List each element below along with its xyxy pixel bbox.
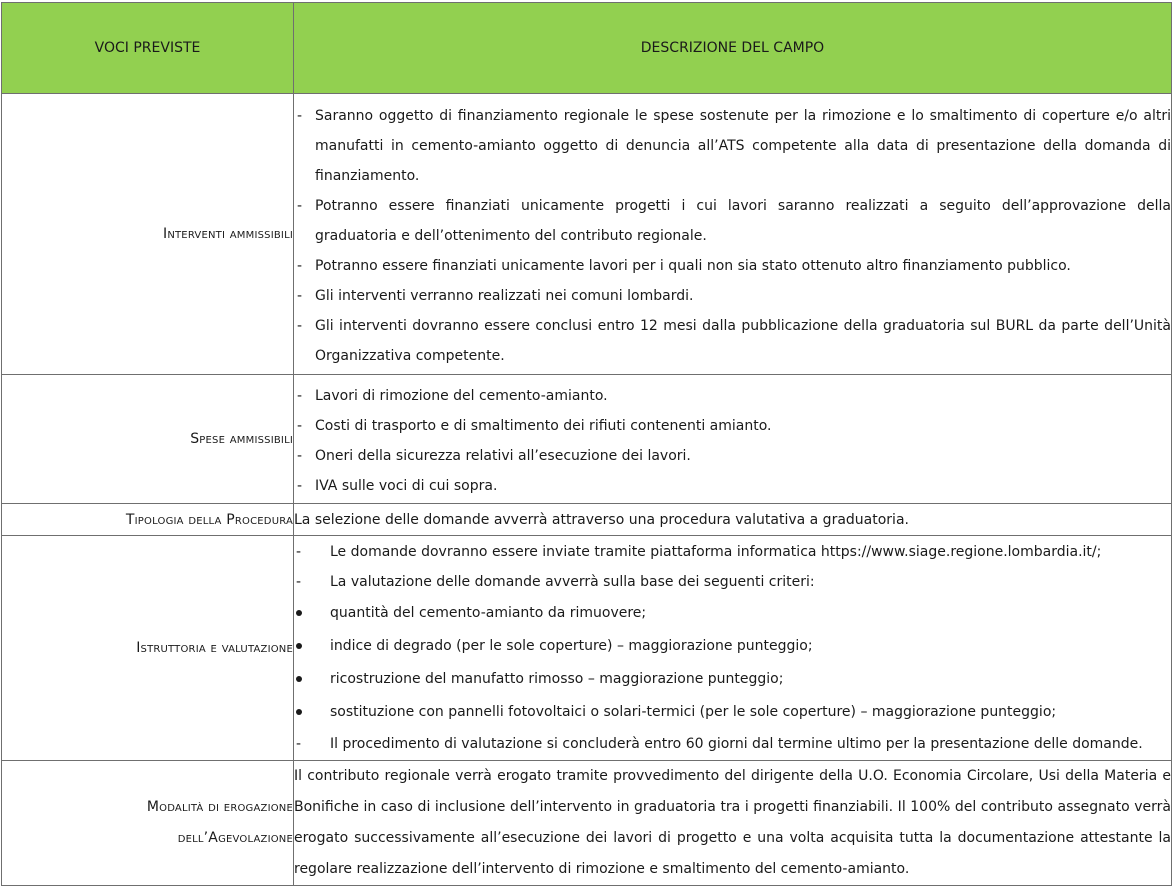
list-item: - Le domande dovranno essere inviate tramite piattaforma informatica https://www.siage.regione.lombardia.it/; xyxy=(294,537,1171,567)
list-item: - Gli interventi dovranno essere conclusi entro 12 mesi dalla pubblicazione della graduatoria sul BURL da parte dell’Unità Organizzativa competente. xyxy=(294,311,1171,371)
bullet-icon xyxy=(296,709,302,715)
list-item: - Potranno essere finanziati unicamente progetti i cui lavori saranno realizzati a seguito dell’approvazione della graduatoria e dell’ottenimento del contributo regionale. xyxy=(294,191,1171,251)
criteria-item xyxy=(294,597,1171,630)
header-descrizione-campo: DESCRIZIONE DEL CAMPO xyxy=(294,3,1172,94)
label-cell xyxy=(2,761,294,886)
bullet-icon xyxy=(296,676,302,682)
procedure-text: La selezione delle domande avverrà attraverso una procedura valutativa a graduatoria. xyxy=(294,511,909,528)
bullet-icon xyxy=(296,643,302,649)
row-istruttoria-valutazione xyxy=(2,536,1172,761)
row-label: Istruttoria e valutazione xyxy=(136,640,293,656)
list-item: - Lavori di rimozione del cemento-amianto. xyxy=(294,381,1171,411)
criteria-text: quantità del cemento-amianto da rimuovere; xyxy=(330,605,647,621)
row-label: Tipologia della Procedura xyxy=(125,511,293,528)
row-tipologia-procedura xyxy=(2,504,1172,536)
list-item: - IVA sulle voci di cui sopra. xyxy=(294,471,1171,501)
list-item: - Oneri della sicurezza relativi all’esecuzione dei lavori. xyxy=(294,441,1171,471)
criteria-item xyxy=(294,663,1171,696)
dash-list xyxy=(294,101,1171,371)
list-item: - Saranno oggetto di finanziamento regionale le spese sostenute per la rimozione e lo smaltimento di coperture e/o altri manufatti in cemento-amianto oggetto di denuncia all’ATS competente alla data di presentazione della domanda di finanziamento. xyxy=(294,101,1171,191)
dash-list xyxy=(294,381,1171,501)
criteria-list xyxy=(294,597,1171,729)
row-modalita-erogazione xyxy=(2,761,1172,886)
header-voci-previste: VOCI PREVISTE xyxy=(2,3,294,94)
list-item: - Costi di trasporto e di smaltimento dei rifiuti contenenti amianto. xyxy=(294,411,1171,441)
description-cell xyxy=(294,375,1172,504)
criteria-text: ricostruzione del manufatto rimosso – maggiorazione punteggio; xyxy=(330,671,784,687)
dash-list xyxy=(294,537,1171,597)
description-cell xyxy=(294,504,1172,536)
header-row xyxy=(2,3,1172,94)
description-cell xyxy=(294,761,1172,886)
description-cell xyxy=(294,536,1172,761)
criteria-item xyxy=(294,696,1171,729)
dash-list xyxy=(294,729,1171,759)
erogazione-text: Il contributo regionale verrà erogato tramite provvedimento del dirigente della U.O. Economia Circolare, Usi della Materia e Bonifiche in caso di inclusione dell’intervento in graduatoria tra i progetti finanziabili. Il 100% del contributo assegnato verrà erogato successivamente all’esecuzione dei lavori di progetto e una volta acquisita tutta la documentazione attestante la regolare realizzazione dell’intervento di rimozione e smaltimento del cemento-amianto. xyxy=(294,768,1171,877)
label-cell xyxy=(2,375,294,504)
row-label: Spese ammissibili xyxy=(190,431,293,447)
label-cell xyxy=(2,536,294,761)
row-interventi-ammissibili xyxy=(2,94,1172,375)
list-item: - Gli interventi verranno realizzati nei comuni lombardi. xyxy=(294,281,1171,311)
row-spese-ammissibili xyxy=(2,375,1172,504)
row-label-line1: Modalità di erogazione xyxy=(146,799,293,815)
requirements-table xyxy=(1,2,1172,886)
bullet-icon xyxy=(296,610,302,616)
row-label: Interventi ammissibili xyxy=(162,226,293,242)
list-item: - Potranno essere finanziati unicamente lavori per i quali non sia stato ottenuto altro finanziamento pubblico. xyxy=(294,251,1171,281)
list-item: - La valutazione delle domande avverrà sulla base dei seguenti criteri: xyxy=(294,567,1171,597)
criteria-item xyxy=(294,630,1171,663)
row-label-line2: dell’Agevolazione xyxy=(177,830,293,846)
description-cell xyxy=(294,94,1172,375)
label-cell xyxy=(2,94,294,375)
criteria-text: indice di degrado (per le sole coperture) – maggiorazione punteggio; xyxy=(330,638,813,654)
label-cell xyxy=(2,504,294,536)
list-item: - Il procedimento di valutazione si concluderà entro 60 giorni dal termine ultimo per la presentazione delle domande. xyxy=(294,729,1171,759)
criteria-text: sostituzione con pannelli fotovoltaici o solari-termici (per le sole coperture) – maggiorazione punteggio; xyxy=(330,704,1057,720)
